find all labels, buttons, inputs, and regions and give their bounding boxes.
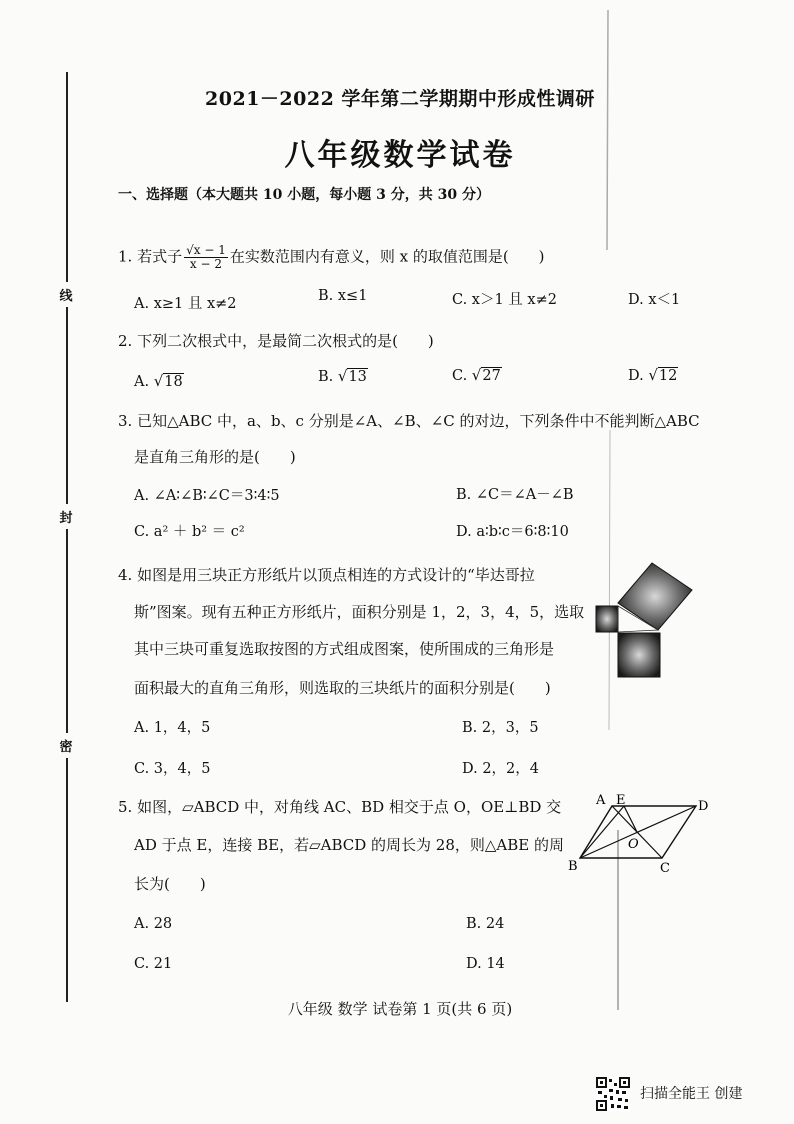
- label-o: O: [628, 837, 639, 852]
- square-medium: [618, 633, 660, 677]
- q2-option-b-label: B.: [318, 369, 334, 385]
- question-5-line-3: 长为( ): [134, 875, 206, 893]
- q2-option-d: [628, 366, 678, 384]
- q3-option-c: C. a² ＋ b² ＝ c²: [134, 524, 245, 540]
- radical-sign: √: [471, 366, 482, 384]
- binding-line: [66, 72, 68, 1002]
- q5-option-a: A. 28: [134, 916, 173, 932]
- question-2: 2. 下列二次根式中，是最简二次根式的是( ): [118, 332, 434, 350]
- q4-option-c: C. 3，4，5: [134, 761, 211, 777]
- q4-option-b: B. 2，3，5: [462, 720, 539, 736]
- question-4-line-3: 其中三块可重复选取按图的方式组成图案，使所围成的三角形是: [134, 640, 555, 658]
- label-d: D: [698, 799, 709, 814]
- binding-label-xian: 线: [58, 282, 74, 307]
- scanner-watermark: 扫描全能王 创建: [640, 1086, 743, 1102]
- q3-option-a: A. ∠A∶∠B∶∠C＝3∶4∶5: [134, 488, 280, 504]
- section-heading: 一、选择题（本大题共 10 小题，每小题 3 分，共 30 分）: [118, 187, 490, 203]
- q2-option-a: [134, 372, 184, 390]
- q1-fraction: [184, 244, 228, 271]
- q3-option-d: D. a∶b∶c＝6∶8∶10: [456, 524, 569, 540]
- pythagoras-figure: [592, 558, 702, 688]
- qr-code-icon: [596, 1077, 630, 1111]
- q2-option-c-label: C.: [452, 368, 468, 384]
- segment-be: [580, 806, 624, 858]
- radical-sign: √: [648, 366, 658, 384]
- q2-option-a-radicand: 18: [164, 374, 183, 390]
- parallelogram-figure: [566, 792, 716, 874]
- q2-option-b: [318, 367, 368, 385]
- question-4-line-4: 面积最大的直角三角形，则选取的三块纸片的面积分别是( ): [134, 679, 551, 697]
- question-5-line-1: 5. 如图，▱ABCD 中，对角线 AC、BD 相交于点 O，OE⊥BD 交: [118, 798, 562, 816]
- radical-sign: √: [337, 367, 348, 385]
- square-large: [618, 563, 692, 630]
- q1-option-b: B. x≤1: [318, 288, 368, 304]
- q5-option-c: C. 21: [134, 956, 173, 972]
- q1-fraction-denominator: x − 2: [189, 257, 222, 271]
- q3-option-b: B. ∠C＝∠A－∠B: [456, 487, 574, 503]
- question-4-line-2: 斯”图案。现有五种正方形纸片，面积分别是 1，2，3，4，5，选取: [134, 603, 585, 621]
- q2-option-d-label: D.: [628, 368, 644, 384]
- q1-suffix: 在实数范围内有意义，则 x 的取值范围是( ): [229, 247, 545, 266]
- binding-label-mi: 密: [58, 733, 74, 758]
- q4-option-a: A. 1，4，5: [134, 720, 211, 736]
- label-b: B: [568, 859, 578, 874]
- q4-option-d: D. 2，2，4: [462, 761, 540, 777]
- exam-header-title: 2021－2022 学年第二学期期中形成性调研: [205, 88, 595, 110]
- binding-label-feng: 封: [58, 504, 74, 529]
- label-a: A: [596, 793, 606, 808]
- page-footer: 八年级 数学 试卷第 1 页(共 6 页): [287, 1000, 513, 1018]
- radical-sign: √: [153, 372, 164, 390]
- question-3-line-2: 是直角三角形的是( ): [134, 448, 296, 466]
- q2-option-a-label: A.: [134, 374, 150, 390]
- segment-oe: [624, 806, 637, 832]
- q1-option-a: A. x≥1 且 x≠2: [134, 296, 237, 312]
- q1-option-d: D. x＜1: [628, 292, 681, 308]
- question-3-line-1: 3. 已知△ABC 中，a、b、c 分别是∠A、∠B、∠C 的对边，下列条件中不能判断△ABC: [118, 412, 700, 430]
- q5-option-d: D. 14: [466, 956, 505, 972]
- q2-option-d-radicand: 12: [658, 368, 678, 384]
- label-e: E: [616, 793, 626, 808]
- q2-option-c-radicand: 27: [482, 368, 501, 384]
- q1-option-c: C. x＞1 且 x≠2: [452, 292, 557, 308]
- square-small: [596, 606, 618, 632]
- q5-option-b: B. 24: [466, 916, 505, 932]
- q1-fraction-numerator: √x − 1: [186, 243, 226, 257]
- exam-main-title: 八年级数学试卷: [284, 138, 516, 173]
- q1-prefix: 1. 若式子: [118, 247, 183, 266]
- q2-option-c: [452, 366, 502, 384]
- question-4-line-1: 4. 如图是用三块正方形纸片以顶点相连的方式设计的“毕达哥拉: [118, 566, 535, 584]
- label-c: C: [660, 861, 670, 874]
- q2-option-b-radicand: 13: [348, 369, 367, 385]
- question-5-line-2: AD 于点 E，连接 BE，若▱ABCD 的周长为 28，则△ABE 的周: [134, 836, 564, 854]
- question-1: [118, 244, 545, 271]
